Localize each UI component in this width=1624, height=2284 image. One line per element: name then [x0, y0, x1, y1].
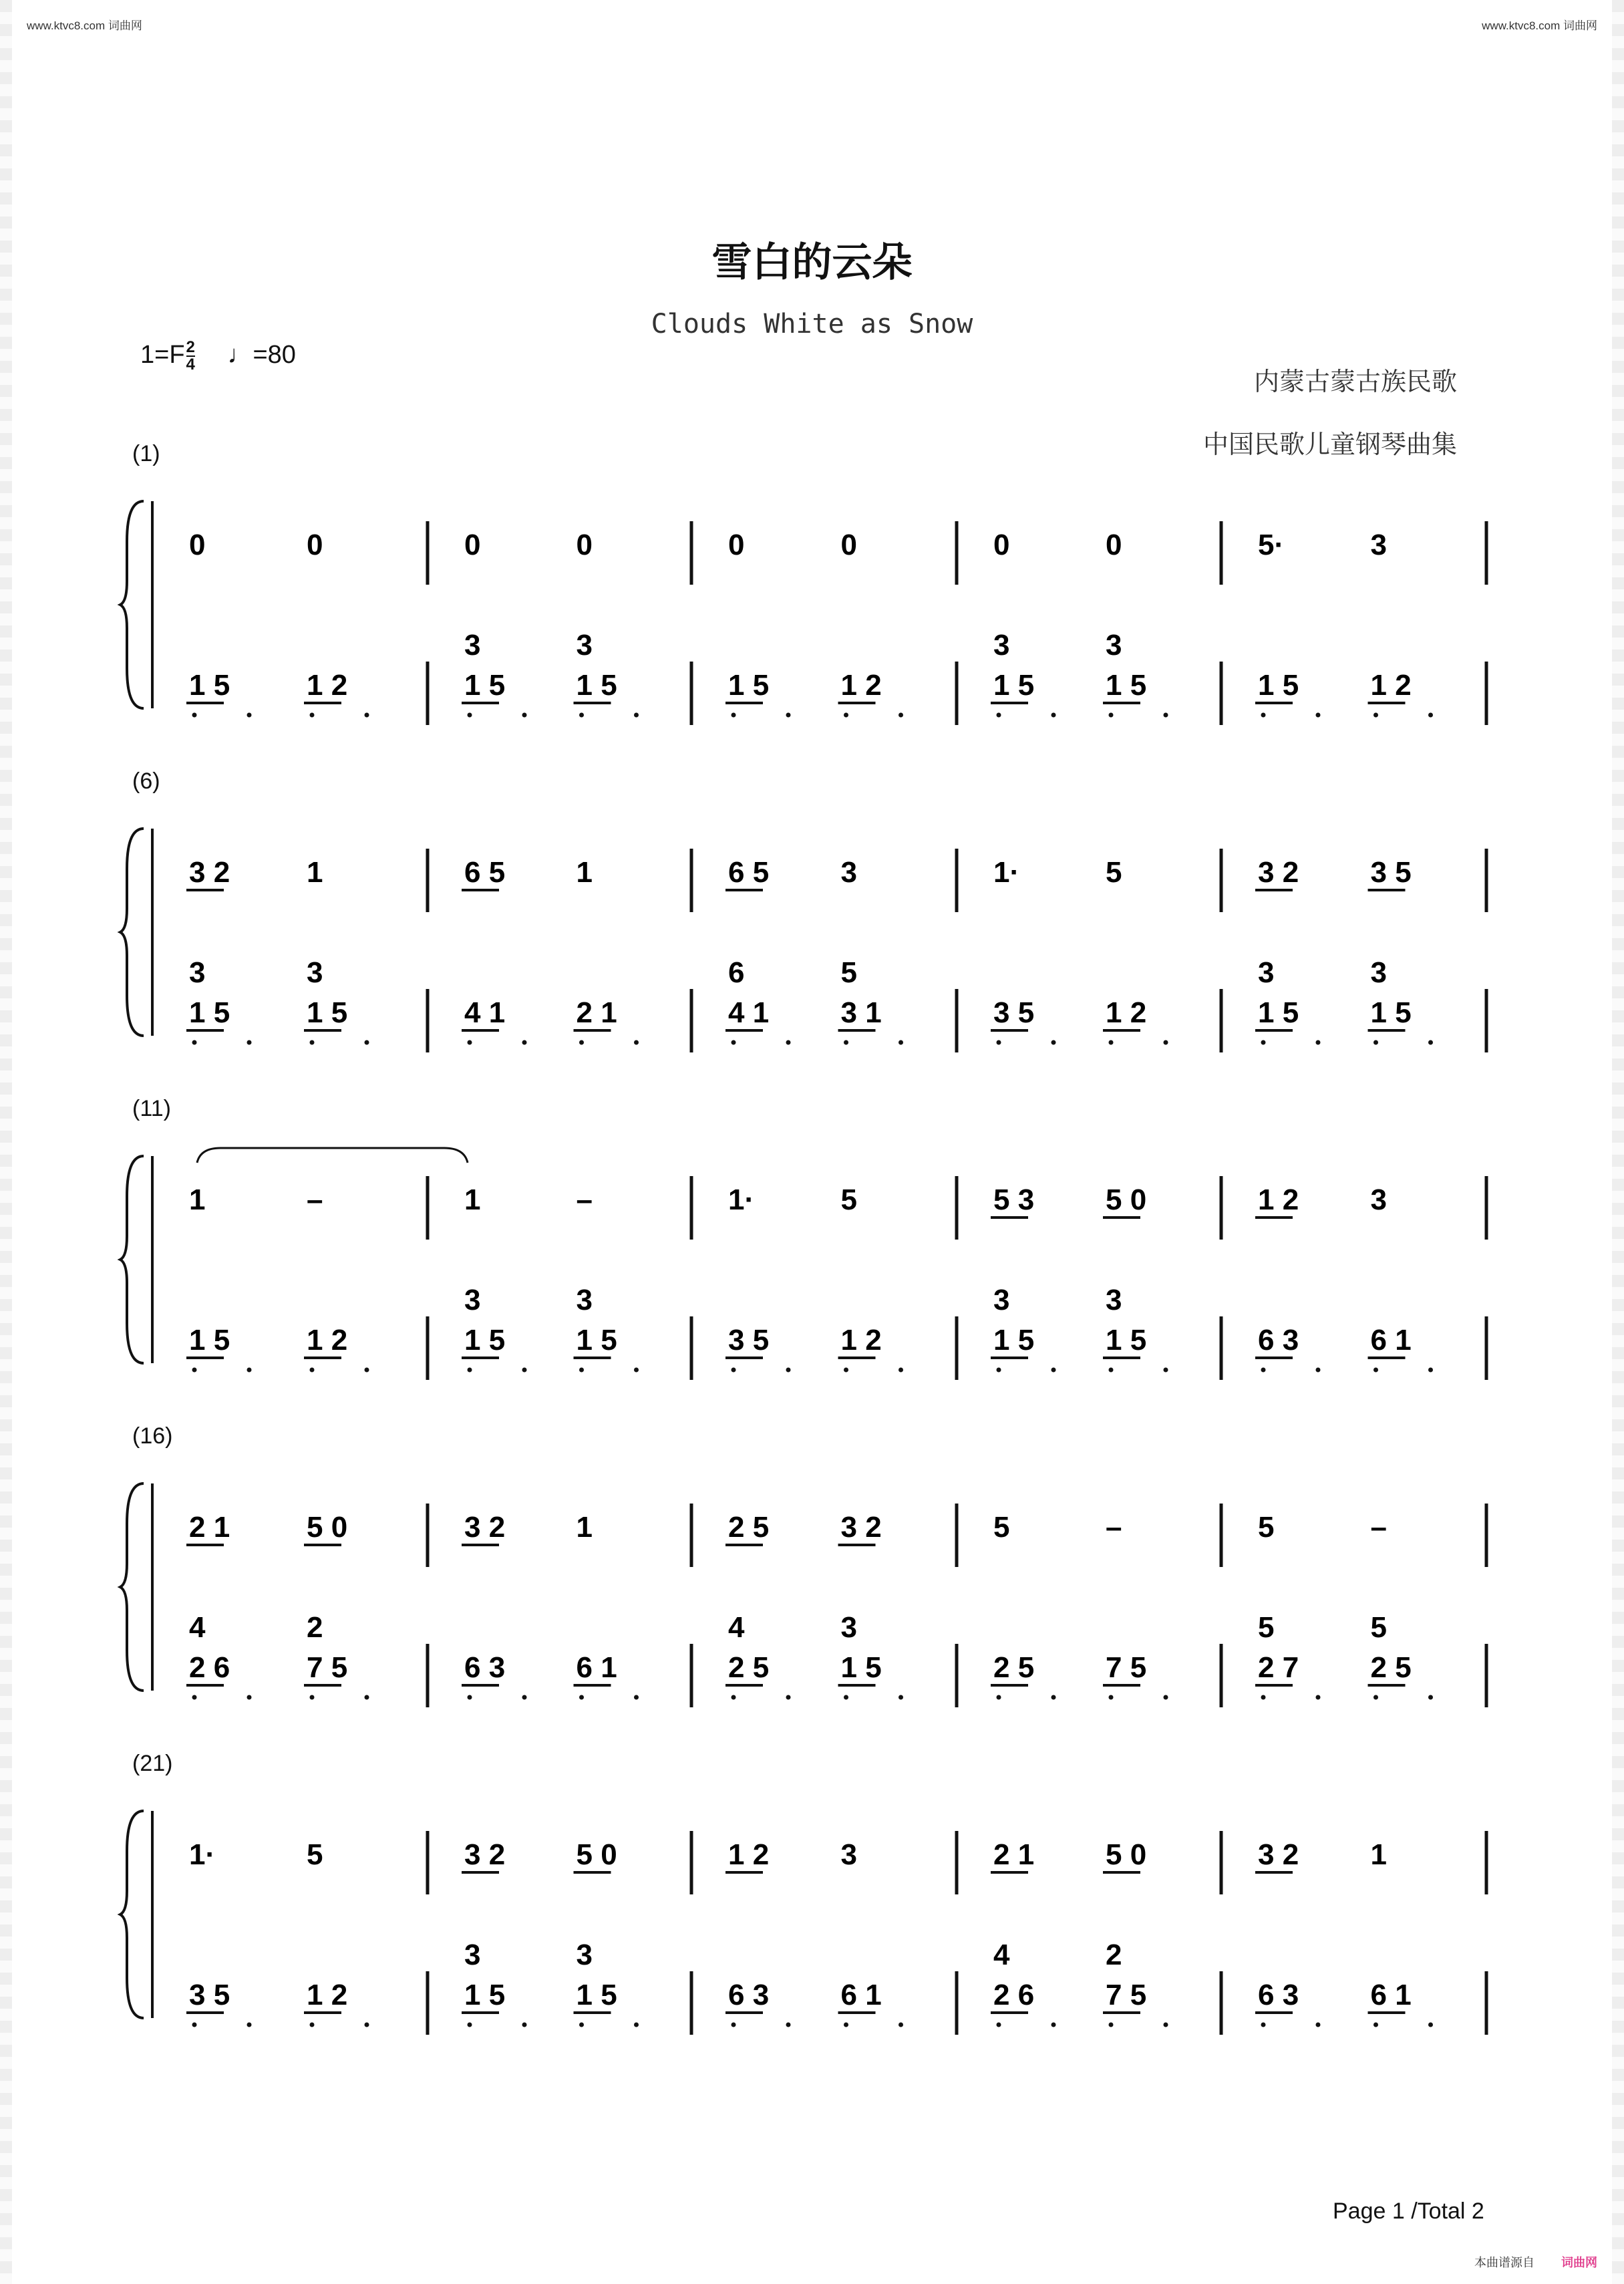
rh-note: 5 — [307, 1838, 323, 1871]
lh-note: 1 5 — [1106, 1324, 1147, 1357]
lh-note: 1 2 — [307, 1324, 348, 1357]
lh-note: 1 5 — [464, 669, 506, 702]
rh-note: – — [1370, 1511, 1387, 1544]
octave-dot — [192, 1368, 197, 1373]
lh-upper-note: 3 — [1106, 1284, 1122, 1316]
rh-note: 5 — [993, 1511, 1010, 1544]
lh-upper-note: 4 — [189, 1611, 206, 1644]
rh-note: 3 2 — [1258, 856, 1299, 889]
octave-dot — [522, 1040, 527, 1045]
octave-dot — [1373, 1040, 1378, 1045]
measure-number: (1) — [132, 441, 160, 466]
lh-note: 1 5 — [728, 669, 770, 702]
octave-dot — [1051, 1040, 1056, 1045]
rh-note: 0 — [1106, 529, 1122, 561]
grand-staff-brace — [120, 1156, 144, 1363]
octave-dot — [1051, 713, 1056, 718]
rh-note: 2 5 — [728, 1511, 770, 1544]
score-system — [0, 1123, 1624, 1357]
tempo-value: =80 — [253, 341, 296, 370]
lh-note: 1 2 — [840, 669, 882, 702]
octave-dot — [579, 2023, 584, 2027]
lh-note: 1 2 — [1370, 669, 1412, 702]
rh-note: 3 2 — [840, 1511, 882, 1544]
octave-dot — [732, 713, 736, 718]
rh-note: 1 — [464, 1183, 481, 1216]
rh-note: 1 — [1370, 1838, 1387, 1871]
lh-note: 3 5 — [993, 996, 1035, 1029]
rh-note: 3 — [1370, 529, 1387, 561]
lh-upper-note: 3 — [576, 1939, 593, 1971]
rh-note: 3 2 — [464, 1838, 506, 1871]
rh-note: 1 2 — [728, 1838, 770, 1871]
grand-staff-brace — [120, 1811, 144, 2018]
rh-note: 5 0 — [307, 1511, 348, 1544]
lh-note: 3 5 — [728, 1324, 770, 1357]
rh-note: 5 — [1106, 856, 1122, 889]
rh-note: 0 — [840, 529, 857, 561]
lh-upper-note: 3 — [307, 956, 323, 989]
octave-dot — [1316, 1368, 1321, 1373]
octave-dot — [1428, 713, 1433, 718]
octave-dot — [899, 1040, 903, 1045]
score-system — [0, 1777, 1624, 2011]
brand-text: 词曲网 — [1561, 2256, 1597, 2269]
octave-dot — [786, 2023, 791, 2027]
octave-dot — [844, 1368, 848, 1373]
octave-dot — [522, 713, 527, 718]
rh-note: 1 — [576, 1511, 593, 1544]
octave-dot — [899, 2023, 903, 2027]
octave-dot — [1261, 713, 1266, 718]
tie-slur — [197, 1148, 468, 1163]
lh-note: 2 5 — [728, 1651, 770, 1684]
score-system — [0, 468, 1624, 702]
rh-note: 1 2 — [1258, 1183, 1299, 1216]
octave-dot — [997, 1040, 1001, 1045]
rh-note: 1 — [189, 1183, 206, 1216]
lh-note: 7 5 — [307, 1651, 348, 1684]
lh-note: 6 1 — [1370, 1979, 1412, 2011]
octave-dot — [997, 1368, 1001, 1373]
rh-note: 3 2 — [464, 1511, 506, 1544]
octave-dot — [1428, 2023, 1433, 2027]
octave-dot — [522, 1368, 527, 1373]
lh-note: 6 3 — [728, 1979, 770, 2011]
lh-upper-note: 5 — [1370, 1611, 1387, 1644]
lh-upper-note: 4 — [728, 1611, 745, 1644]
lh-note: 2 6 — [993, 1979, 1035, 2011]
octave-dot — [1051, 1368, 1056, 1373]
octave-dot — [1261, 1040, 1266, 1045]
octave-dot — [192, 1040, 197, 1045]
rh-note: – — [576, 1183, 593, 1216]
octave-dot — [1109, 2023, 1114, 2027]
octave-dot — [732, 1368, 736, 1373]
rh-note: – — [1106, 1511, 1122, 1544]
measure-number: (21) — [132, 1751, 173, 1776]
octave-dot — [1316, 1695, 1321, 1700]
octave-dot — [1109, 1368, 1114, 1373]
octave-dot — [1051, 1695, 1056, 1700]
rh-note: 0 — [728, 529, 745, 561]
page-indicator: Page 1 /Total 2 — [1333, 2198, 1484, 2224]
octave-dot — [310, 713, 315, 718]
rh-note: 1· — [189, 1838, 216, 1871]
rh-note: 1 — [307, 856, 323, 889]
octave-dot — [844, 1695, 848, 1700]
octave-dot — [365, 1368, 369, 1373]
octave-dot — [1109, 713, 1114, 718]
lh-note: 2 6 — [189, 1651, 230, 1684]
source-strip — [1474, 2253, 1597, 2271]
octave-dot — [997, 713, 1001, 718]
octave-dot — [1164, 1368, 1168, 1373]
lh-note: 7 5 — [1106, 1979, 1147, 2011]
rh-note: 5 — [840, 1183, 857, 1216]
octave-dot — [844, 1040, 848, 1045]
lh-note: 1 5 — [993, 669, 1035, 702]
rh-note: 3 — [840, 856, 857, 889]
lh-upper-note: 3 — [576, 1284, 593, 1316]
rh-note: – — [307, 1183, 323, 1216]
source-text: 本曲谱源自 — [1474, 2256, 1534, 2269]
rh-note: 2 1 — [189, 1511, 230, 1544]
octave-dot — [634, 1040, 639, 1045]
lh-upper-note: 6 — [728, 956, 745, 989]
rh-note: 3 2 — [1258, 1838, 1299, 1871]
time-sig-top: 2 — [186, 338, 195, 356]
octave-dot — [899, 1695, 903, 1700]
grand-staff-brace — [120, 501, 144, 708]
lh-upper-note: 3 — [840, 1611, 857, 1644]
octave-dot — [192, 713, 197, 718]
rh-note: 1· — [993, 856, 1020, 889]
lh-note: 1 2 — [307, 669, 348, 702]
lh-upper-note: 3 — [464, 1284, 481, 1316]
lh-upper-note: 3 — [189, 956, 206, 989]
lh-note: 1 5 — [189, 669, 230, 702]
lh-note: 3 5 — [189, 1979, 230, 2011]
octave-dot — [468, 1695, 472, 1700]
rh-note: 0 — [464, 529, 481, 561]
header-right-site: www.ktvc8.com 词曲网 — [1482, 19, 1597, 32]
octave-dot — [1428, 1368, 1433, 1373]
rh-note: 0 — [993, 529, 1010, 561]
rh-note: 5 0 — [1106, 1838, 1147, 1871]
lh-upper-note: 3 — [464, 1939, 481, 1971]
time-signature — [186, 339, 195, 373]
lh-note: 6 3 — [1258, 1324, 1299, 1357]
octave-dot — [247, 1695, 252, 1700]
lh-note: 6 1 — [1370, 1324, 1412, 1357]
measure-number: (16) — [132, 1423, 173, 1449]
octave-dot — [1428, 1040, 1433, 1045]
lh-note: 1 5 — [840, 1651, 882, 1684]
quarter-note-icon: ♩ — [227, 341, 253, 370]
octave-dot — [468, 1368, 472, 1373]
lh-note: 6 3 — [464, 1651, 506, 1684]
lh-upper-note: 2 — [307, 1611, 323, 1644]
octave-dot — [247, 2023, 252, 2027]
octave-dot — [522, 2023, 527, 2027]
rh-note: 6 5 — [464, 856, 506, 889]
octave-dot — [1428, 1695, 1433, 1700]
octave-dot — [247, 713, 252, 718]
octave-dot — [786, 713, 791, 718]
octave-dot — [1261, 2023, 1266, 2027]
rh-note: 0 — [576, 529, 593, 561]
time-sig-bottom: 4 — [186, 355, 195, 374]
octave-dot — [1051, 2023, 1056, 2027]
lh-upper-note: 3 — [993, 1284, 1010, 1316]
octave-dot — [310, 1695, 315, 1700]
octave-dot — [1373, 1695, 1378, 1700]
rh-note: 1· — [728, 1183, 755, 1216]
rh-note: 3 — [1370, 1183, 1387, 1216]
octave-dot — [365, 713, 369, 718]
lh-note: 1 5 — [307, 996, 348, 1029]
octave-dot — [365, 2023, 369, 2027]
octave-dot — [899, 1368, 903, 1373]
lh-upper-note: 3 — [576, 629, 593, 662]
octave-dot — [997, 1695, 1001, 1700]
header-left-site: www.ktvc8.com 词曲网 — [27, 19, 142, 32]
octave-dot — [1164, 1040, 1168, 1045]
lh-note: 1 5 — [576, 669, 617, 702]
lh-upper-note: 3 — [1106, 629, 1122, 662]
lh-upper-note: 3 — [993, 629, 1010, 662]
octave-dot — [786, 1040, 791, 1045]
octave-dot — [1316, 1040, 1321, 1045]
octave-dot — [365, 1695, 369, 1700]
octave-dot — [732, 1695, 736, 1700]
octave-dot — [634, 1695, 639, 1700]
octave-dot — [579, 713, 584, 718]
rh-note: 5· — [1258, 529, 1285, 561]
octave-dot — [1164, 2023, 1168, 2027]
octave-dot — [1261, 1368, 1266, 1373]
octave-dot — [1316, 2023, 1321, 2027]
grand-staff-brace — [120, 1483, 144, 1691]
rh-note: 3 5 — [1370, 856, 1412, 889]
lh-upper-note: 5 — [840, 956, 857, 989]
score-subtitle: Clouds White as Snow — [651, 309, 973, 339]
octave-dot — [1373, 2023, 1378, 2027]
octave-dot — [1164, 1695, 1168, 1700]
lh-note: 7 5 — [1106, 1651, 1147, 1684]
octave-dot — [310, 2023, 315, 2027]
rh-note: 1 — [576, 856, 593, 889]
lh-note: 2 7 — [1258, 1651, 1299, 1684]
lh-note: 1 5 — [576, 1979, 617, 2011]
octave-dot — [365, 1040, 369, 1045]
lh-upper-note: 5 — [1258, 1611, 1275, 1644]
octave-dot — [192, 2023, 197, 2027]
octave-dot — [634, 713, 639, 718]
lh-note: 3 1 — [840, 996, 882, 1029]
credit-origin: 内蒙古蒙古族民歌 — [1253, 367, 1457, 396]
lh-upper-note: 2 — [1106, 1939, 1122, 1971]
rh-note: 5 0 — [576, 1838, 617, 1871]
octave-dot — [786, 1368, 791, 1373]
lh-note: 1 2 — [840, 1324, 882, 1357]
octave-dot — [1164, 713, 1168, 718]
octave-dot — [579, 1040, 584, 1045]
rh-note: 3 — [840, 1838, 857, 1871]
octave-dot — [1109, 1040, 1114, 1045]
octave-dot — [634, 1368, 639, 1373]
octave-dot — [997, 2023, 1001, 2027]
rh-note: 5 — [1258, 1511, 1275, 1544]
lh-note: 6 3 — [1258, 1979, 1299, 2011]
credit-collection: 中国民歌儿童钢琴曲集 — [1202, 430, 1457, 459]
lh-note: 1 2 — [1106, 996, 1147, 1029]
octave-dot — [579, 1695, 584, 1700]
score-title: 雪白的云朵 — [711, 239, 913, 286]
lh-note: 4 1 — [728, 996, 770, 1029]
lh-upper-note: 3 — [1258, 956, 1275, 989]
octave-dot — [522, 1695, 527, 1700]
octave-dot — [468, 2023, 472, 2027]
score-system — [0, 1450, 1624, 1684]
grand-staff-brace — [120, 829, 144, 1036]
octave-dot — [844, 713, 848, 718]
lh-note: 1 5 — [1258, 669, 1299, 702]
lh-note: 6 1 — [576, 1651, 617, 1684]
octave-dot — [247, 1040, 252, 1045]
rh-note: 0 — [189, 529, 206, 561]
lh-note: 2 5 — [1370, 1651, 1412, 1684]
lh-note: 1 5 — [464, 1979, 506, 2011]
lh-note: 1 5 — [993, 1324, 1035, 1357]
rh-note: 0 — [307, 529, 323, 561]
lh-note: 1 5 — [1106, 669, 1147, 702]
lh-note: 1 5 — [189, 1324, 230, 1357]
lh-note: 4 1 — [464, 996, 506, 1029]
octave-dot — [844, 2023, 848, 2027]
octave-dot — [1316, 713, 1321, 718]
octave-dot — [732, 1040, 736, 1045]
lh-note: 1 5 — [1370, 996, 1412, 1029]
rh-note: 5 0 — [1106, 1183, 1147, 1216]
key-tempo-line — [140, 339, 296, 373]
lh-note: 1 5 — [1258, 996, 1299, 1029]
octave-dot — [579, 1368, 584, 1373]
lh-note: 2 5 — [993, 1651, 1035, 1684]
lh-note: 1 5 — [464, 1324, 506, 1357]
measure-number: (6) — [132, 768, 160, 794]
octave-dot — [732, 2023, 736, 2027]
octave-dot — [468, 713, 472, 718]
lh-note: 1 5 — [576, 1324, 617, 1357]
rh-note: 2 1 — [993, 1838, 1035, 1871]
lh-note: 2 1 — [576, 996, 617, 1029]
octave-dot — [634, 2023, 639, 2027]
key-signature: 1=F — [140, 341, 185, 370]
octave-dot — [786, 1695, 791, 1700]
octave-dot — [468, 1040, 472, 1045]
measure-number: (11) — [132, 1096, 171, 1121]
rh-note: 3 2 — [189, 856, 230, 889]
octave-dot — [1109, 1695, 1114, 1700]
lh-upper-note: 3 — [1370, 956, 1387, 989]
lh-upper-note: 3 — [464, 629, 481, 662]
octave-dot — [1373, 713, 1378, 718]
octave-dot — [310, 1368, 315, 1373]
lh-note: 1 5 — [189, 996, 230, 1029]
lh-note: 1 2 — [307, 1979, 348, 2011]
octave-dot — [899, 713, 903, 718]
octave-dot — [310, 1040, 315, 1045]
octave-dot — [1261, 1695, 1266, 1700]
score-system — [0, 795, 1624, 1029]
rh-note: 6 5 — [728, 856, 770, 889]
lh-note: 6 1 — [840, 1979, 882, 2011]
lh-upper-note: 4 — [993, 1939, 1010, 1971]
octave-dot — [192, 1695, 197, 1700]
octave-dot — [247, 1368, 252, 1373]
rh-note: 5 3 — [993, 1183, 1035, 1216]
octave-dot — [1373, 1368, 1378, 1373]
